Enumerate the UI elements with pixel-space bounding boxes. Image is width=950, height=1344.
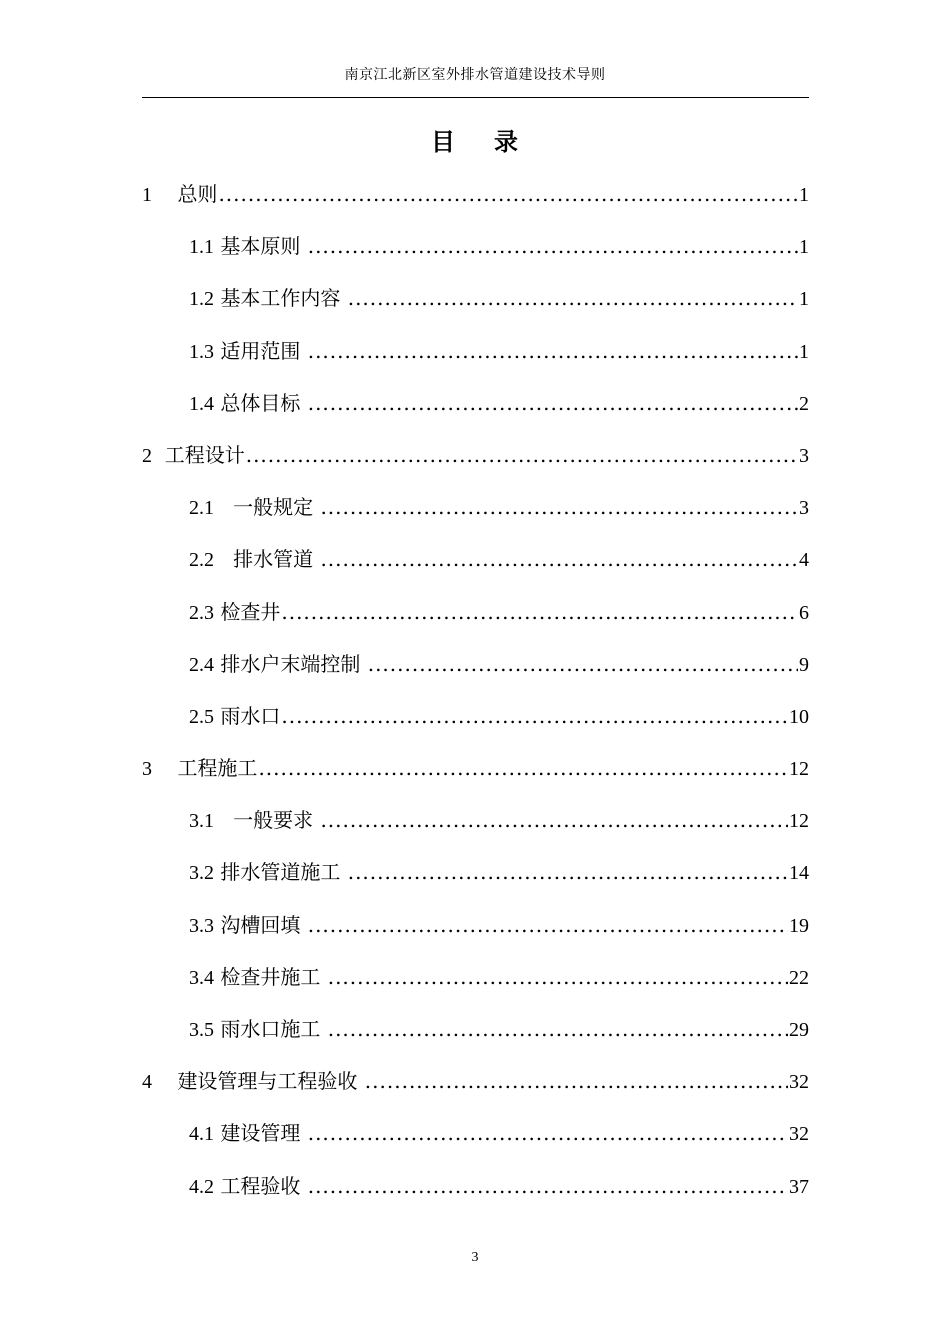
toc-entry-page: 14 — [789, 862, 809, 885]
header-divider — [142, 97, 809, 98]
toc-entry-page: 12 — [789, 758, 809, 781]
toc-entry-page: 22 — [789, 966, 809, 989]
toc-entry-number: 3.5 — [189, 1019, 214, 1041]
toc-entry-text: 检查井施工 — [220, 964, 327, 989]
toc-dot-leader — [281, 694, 788, 738]
toc-dot-leader — [368, 642, 798, 686]
toc-list — [142, 172, 809, 1216]
toc-entry-spacer — [214, 808, 233, 832]
toc-dot-leader — [308, 381, 798, 425]
toc-entry-page: 9 — [799, 653, 809, 676]
toc-entry-page: 3 — [799, 497, 809, 520]
toc-entry-spacer — [152, 756, 177, 780]
toc-entry-4[interactable] — [142, 1059, 809, 1111]
toc-dot-leader — [328, 955, 788, 999]
toc-dot-leader — [348, 276, 798, 320]
toc-entry-label — [189, 1111, 307, 1156]
toc-entry-1-3[interactable] — [142, 329, 809, 381]
toc-entry-page: 37 — [789, 1175, 809, 1198]
toc-entry-page: 19 — [789, 914, 809, 937]
toc-entry-2[interactable] — [142, 433, 809, 485]
toc-entry-label — [189, 955, 327, 1000]
toc-entry-number: 1.1 — [189, 236, 214, 259]
toc-entry-label — [142, 433, 245, 478]
toc-entry-text: 工程施工 — [177, 756, 258, 781]
toc-entry-text: 建设管理 — [220, 1121, 307, 1146]
toc-entry-label — [189, 276, 347, 321]
toc-entry-3[interactable] — [142, 746, 809, 798]
toc-entry-number: 1.4 — [189, 392, 214, 415]
toc-entry-page: 3 — [799, 444, 809, 467]
toc-entry-label — [189, 850, 347, 895]
toc-entry-number: 4.2 — [189, 1175, 214, 1198]
toc-entry-page: 32 — [789, 1071, 809, 1094]
toc-entry-number: 2 — [142, 444, 152, 467]
toc-dot-leader — [328, 1007, 788, 1051]
toc-entry-3-5[interactable] — [142, 1007, 809, 1059]
toc-entry-number: 1.3 — [189, 340, 214, 363]
toc-entry-label — [189, 224, 307, 269]
toc-entry-text: 雨水口 — [220, 703, 281, 728]
toc-entry-page: 1 — [799, 184, 809, 206]
toc-entry-page: 1 — [799, 236, 809, 259]
toc-entry-text: 基本原则 — [220, 234, 307, 259]
toc-entry-1-2[interactable] — [142, 276, 809, 328]
toc-entry-page: 6 — [799, 601, 809, 624]
toc-entry-text: 排水管道施工 — [220, 860, 347, 885]
toc-dot-leader — [281, 590, 798, 634]
toc-heading-part1: 目 — [431, 127, 456, 156]
toc-entry-label — [142, 746, 257, 791]
toc-entry-spacer — [152, 1069, 177, 1093]
toc-entry-text: 排水管道 — [233, 547, 320, 572]
toc-entry-text: 检查井 — [220, 599, 281, 624]
toc-entry-3-4[interactable] — [142, 955, 809, 1007]
toc-entry-spacer — [214, 495, 233, 519]
toc-entry-text: 一般要求 — [233, 808, 320, 833]
toc-heading-part2: 录 — [494, 127, 519, 156]
toc-entry-label — [189, 1007, 327, 1052]
running-header-title: 南京江北新区室外排水管道建设技术导则 — [344, 67, 606, 83]
toc-entry-number: 2.3 — [189, 601, 214, 624]
toc-entry-spacer — [152, 443, 165, 467]
toc-entry-3-1[interactable] — [142, 798, 809, 850]
toc-entry-text: 工程设计 — [164, 442, 245, 467]
toc-entry-1-1[interactable] — [142, 224, 809, 276]
toc-entry-page: 32 — [789, 1123, 809, 1146]
toc-entry-1[interactable] — [142, 172, 809, 224]
toc-entry-label — [189, 903, 307, 948]
toc-entry-page: 29 — [789, 1019, 809, 1041]
toc-entry-2-1[interactable] — [142, 485, 809, 537]
toc-entry-label — [189, 485, 319, 530]
toc-entry-label — [189, 590, 280, 635]
toc-entry-spacer — [214, 547, 233, 571]
toc-entry-page: 2 — [799, 392, 809, 415]
toc-dot-leader — [348, 850, 788, 894]
toc-entry-page: 4 — [799, 549, 809, 572]
toc-entry-label — [142, 1059, 364, 1104]
toc-entry-text: 一般规定 — [233, 495, 320, 520]
page-number: 3 — [471, 1250, 479, 1265]
toc-heading — [0, 122, 950, 157]
toc-dot-leader — [320, 485, 798, 529]
toc-entry-2-4[interactable] — [142, 642, 809, 694]
toc-entry-3-2[interactable] — [142, 850, 809, 902]
toc-entry-2-3[interactable] — [142, 590, 809, 642]
toc-entry-label — [189, 642, 367, 687]
toc-dot-leader — [308, 1111, 788, 1155]
toc-dot-leader — [246, 433, 798, 477]
toc-entry-number: 1 — [142, 184, 152, 206]
toc-entry-4-2[interactable] — [142, 1164, 809, 1216]
toc-entry-number: 3 — [142, 758, 152, 781]
toc-entry-number: 4 — [142, 1071, 152, 1094]
toc-dot-leader — [218, 172, 798, 216]
toc-entry-number: 3.1 — [189, 810, 214, 833]
toc-entry-number: 3.3 — [189, 914, 214, 937]
toc-entry-number: 4.1 — [189, 1123, 214, 1146]
toc-entry-text: 雨水口施工 — [220, 1017, 327, 1041]
toc-entry-2-5[interactable] — [142, 694, 809, 746]
toc-entry-spacer — [152, 182, 177, 206]
toc-dot-leader — [308, 903, 788, 947]
toc-entry-text: 沟槽回填 — [220, 912, 307, 937]
toc-entry-3-3[interactable] — [142, 903, 809, 955]
toc-entry-label — [189, 1164, 307, 1209]
toc-entry-text: 建设管理与工程验收 — [177, 1069, 364, 1094]
toc-entry-number: 3.2 — [189, 862, 214, 885]
toc-entry-text: 工程验收 — [220, 1173, 307, 1198]
toc-entry-text: 总体目标 — [220, 390, 307, 415]
toc-entry-text: 基本工作内容 — [220, 286, 347, 311]
toc-entry-number: 2.4 — [189, 653, 214, 676]
toc-entry-number: 1.2 — [189, 288, 214, 311]
toc-dot-leader — [308, 224, 798, 268]
toc-dot-leader — [320, 537, 798, 581]
toc-entry-label — [189, 694, 280, 739]
toc-dot-leader — [320, 798, 788, 842]
toc-entry-text: 适用范围 — [220, 338, 307, 363]
toc-entry-number: 3.4 — [189, 966, 214, 989]
toc-dot-leader — [308, 329, 798, 373]
toc-entry-1-4[interactable] — [142, 381, 809, 433]
toc-entry-page: 10 — [789, 705, 809, 728]
toc-entry-page: 12 — [789, 810, 809, 833]
toc-dot-leader — [365, 1059, 788, 1103]
toc-entry-label — [189, 798, 319, 843]
toc-entry-number: 2.2 — [189, 549, 214, 572]
toc-entry-label — [142, 172, 217, 217]
toc-entry-2-2[interactable] — [142, 537, 809, 589]
toc-entry-label — [189, 329, 307, 374]
toc-dot-leader — [308, 1164, 788, 1208]
toc-entry-page: 1 — [799, 340, 809, 363]
toc-entry-text: 排水户末端控制 — [220, 651, 367, 676]
toc-entry-label — [189, 381, 307, 426]
toc-entry-label — [189, 537, 319, 582]
toc-entry-number: 2.5 — [189, 705, 214, 728]
toc-dot-leader — [258, 746, 788, 790]
toc-entry-text: 总则 — [177, 182, 218, 206]
toc-entry-page: 1 — [799, 288, 809, 311]
toc-entry-number: 2.1 — [189, 497, 214, 520]
toc-entry-4-1[interactable] — [142, 1111, 809, 1163]
